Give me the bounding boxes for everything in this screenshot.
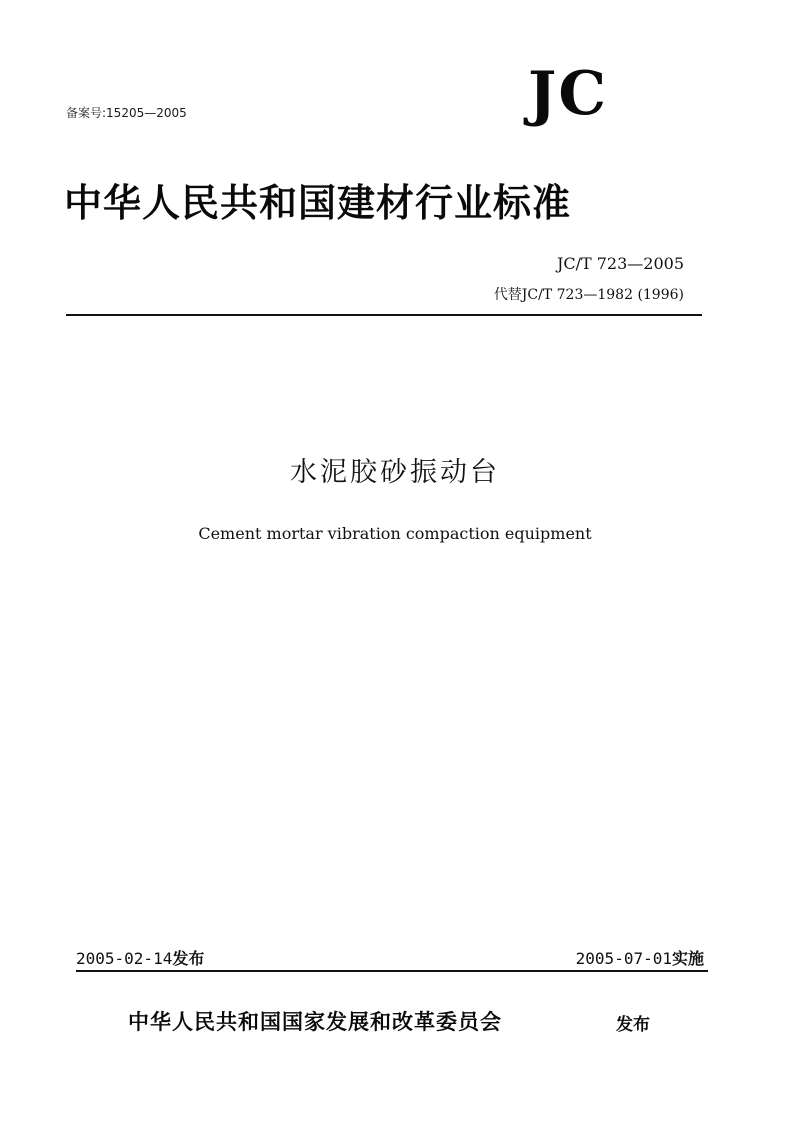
replaces-standard: 代替JC/T 723—1982 (1996): [493, 287, 684, 303]
filing-number: 备案号:15205—2005: [66, 106, 187, 120]
bottom-divider: [76, 970, 708, 972]
document-title-chinese: 水泥胶砂振动台: [290, 457, 500, 488]
issue-date-line: [76, 946, 204, 969]
issue-label: 发布: [172, 949, 205, 968]
standard-mark-logo: JC: [528, 59, 609, 129]
effective-date-line: [576, 946, 704, 969]
issue-date: 2005-02-14: [76, 949, 173, 968]
publisher-name: 中华人民共和国国家发展和改革委员会: [128, 1010, 502, 1034]
document-title-english: Cement mortar vibration compaction equipment: [198, 524, 592, 543]
publish-label: 发布: [616, 1015, 650, 1035]
standard-code: JC/T 723—2005: [556, 254, 684, 273]
top-divider: [66, 314, 702, 316]
effective-label: 实施: [671, 949, 704, 968]
effective-date: 2005-07-01: [575, 949, 672, 968]
standard-category-heading: 中华人民共和国建材行业标准: [64, 181, 572, 225]
